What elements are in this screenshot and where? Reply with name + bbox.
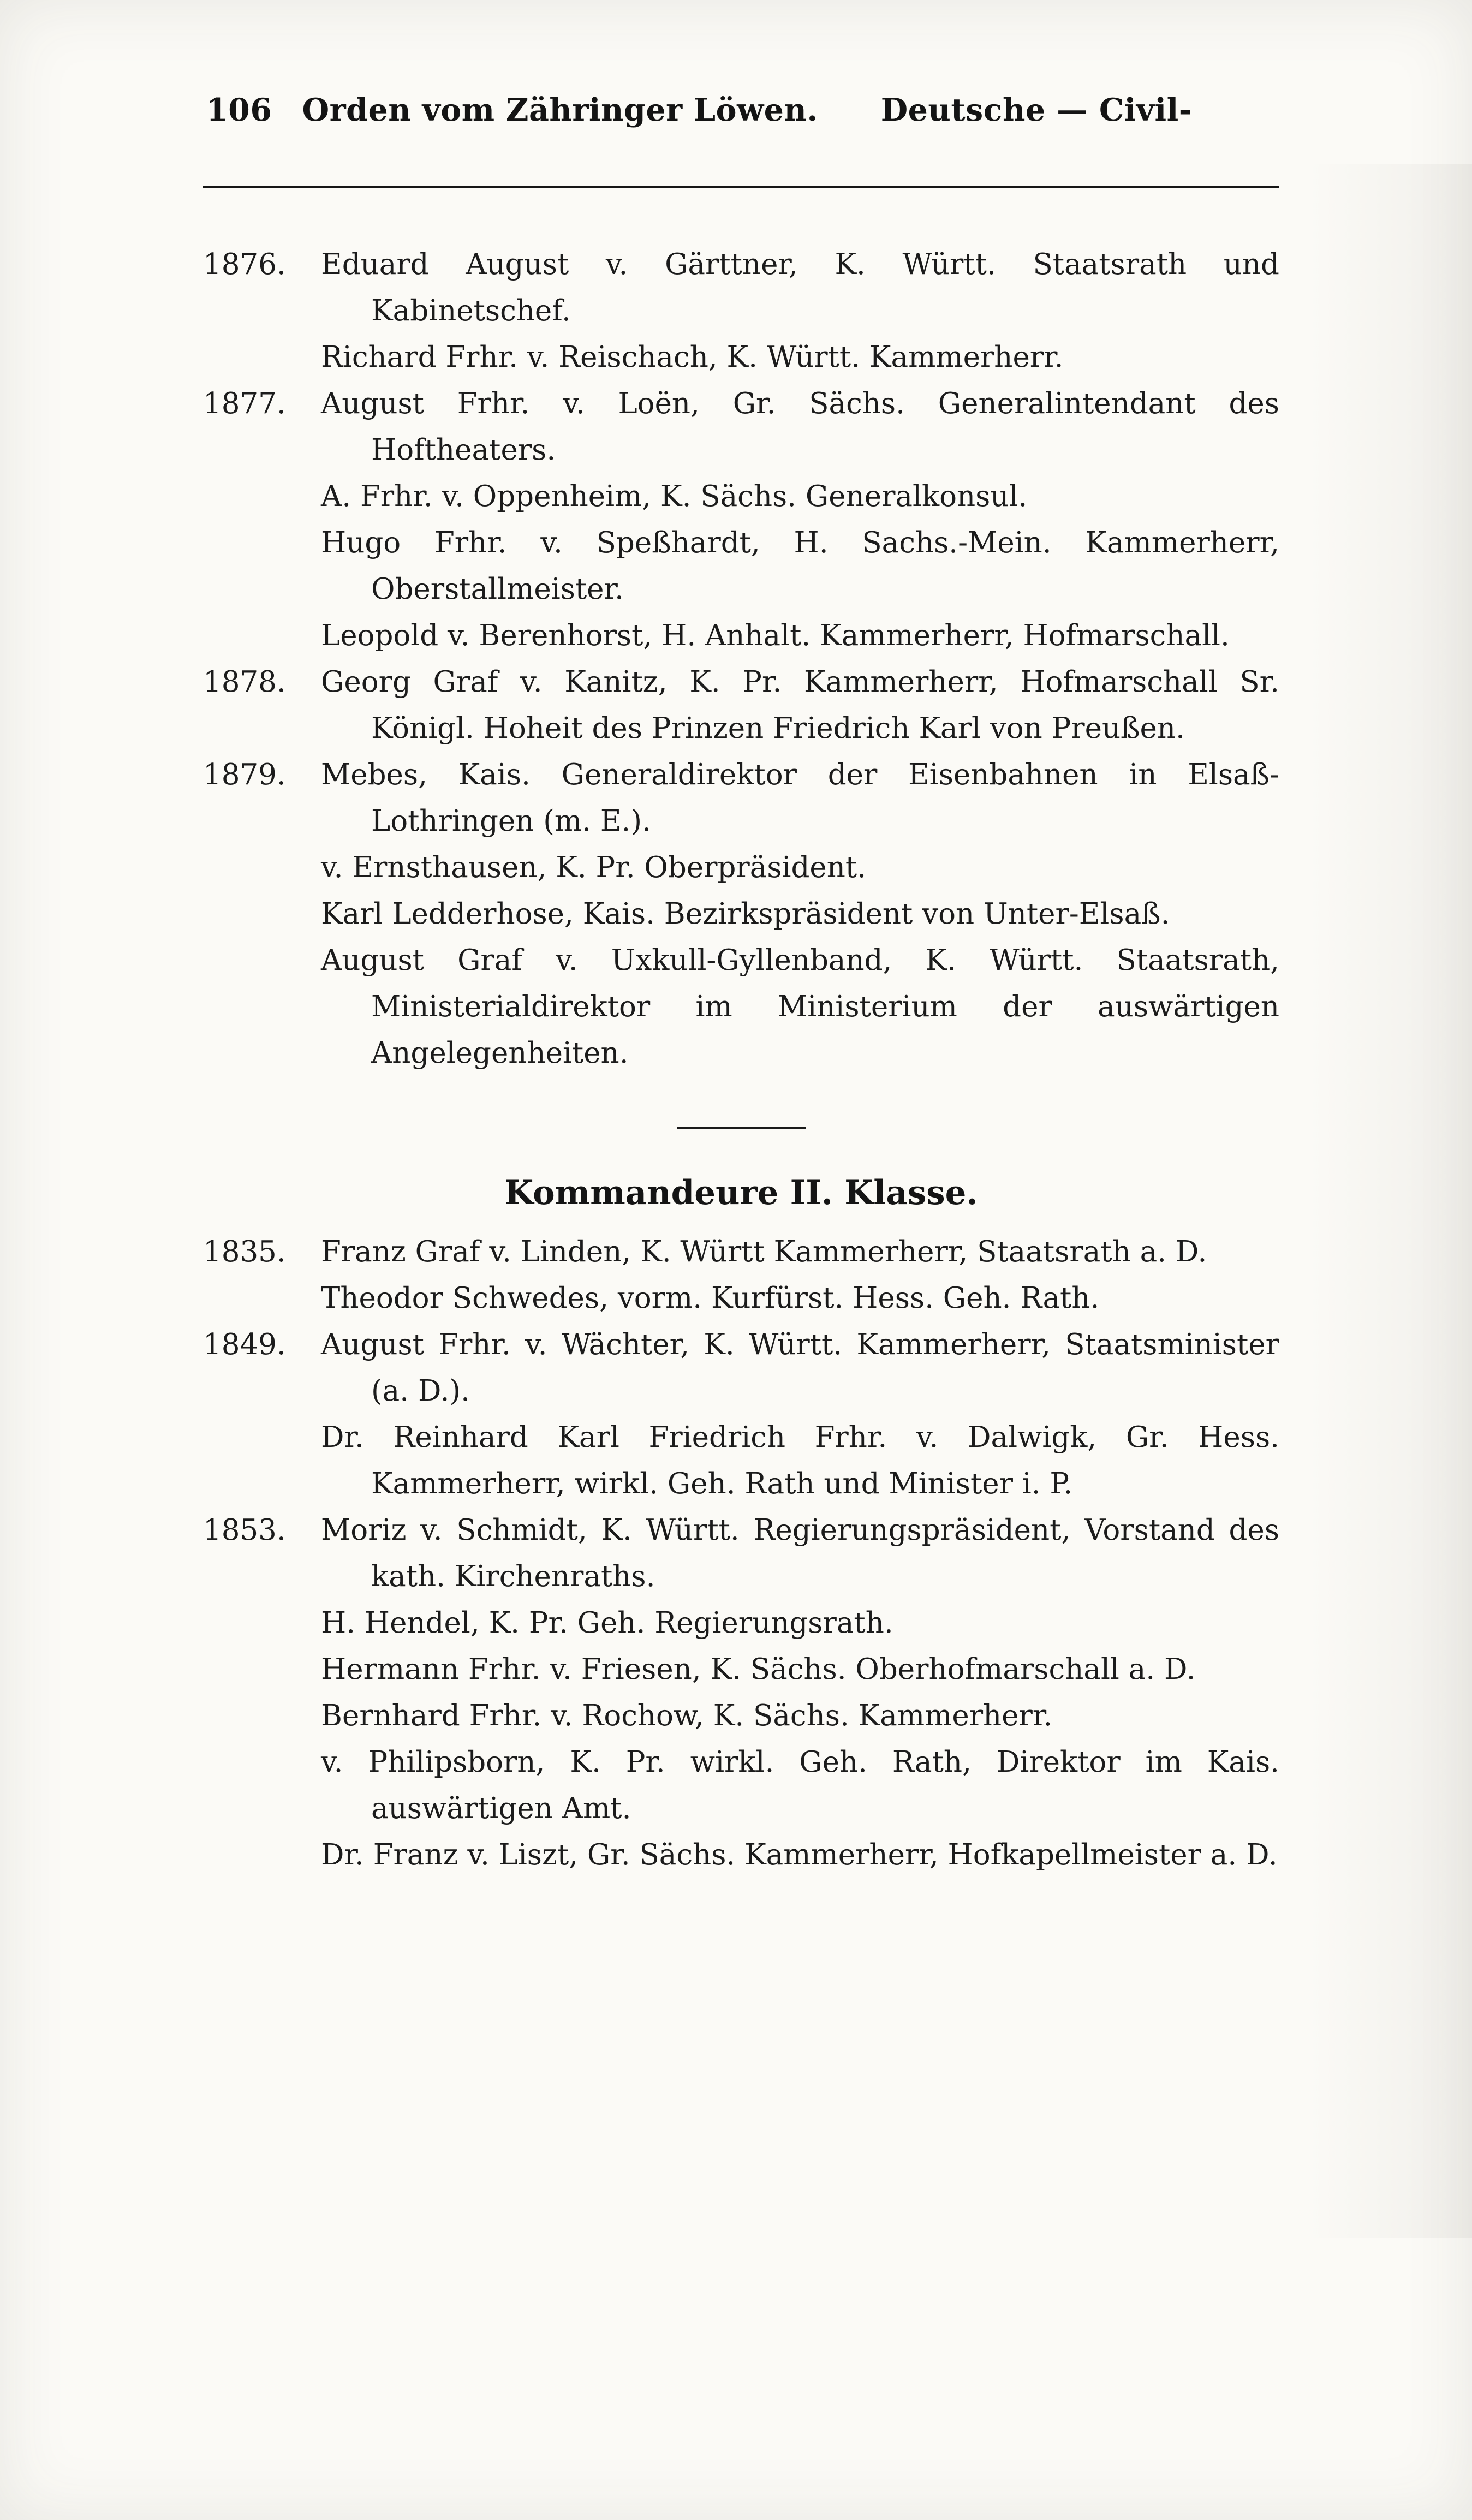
page-number: 106	[206, 92, 272, 128]
list-item	[203, 473, 1279, 520]
list-item	[203, 241, 1279, 334]
entry-year: 1849.	[203, 1328, 286, 1361]
entry-text: August Frhr. v. Loën, Gr. Sächs. Generalintendant des Hoftheaters.	[321, 387, 1279, 467]
running-title-right: Deutsche — Civil-	[880, 92, 1192, 128]
entry-text: Richard Frhr. v. Reischach, K. Württ. Kammerherr.	[321, 341, 1064, 374]
entry-year: 1835.	[203, 1235, 286, 1268]
entry-text: Georg Graf v. Kanitz, K. Pr. Kammerherr, Hofmarschall Sr. Königl. Hoheit des Prinzen Friedrich Karl von Preußen.	[321, 665, 1279, 745]
list-item	[203, 1832, 1279, 1878]
entry-text: Mebes, Kais. Generaldirektor der Eisenbahnen in Elsaß-Lothringen (m. E.).	[321, 758, 1279, 838]
page-header	[206, 92, 1192, 128]
entry-year: 1879.	[203, 758, 286, 791]
entry-text: Eduard August v. Gärttner, K. Württ. Staatsrath und Kabinetschef.	[321, 248, 1279, 327]
running-title-left: Orden vom Zähringer Löwen.	[302, 92, 818, 128]
entry-year: 1878.	[203, 665, 286, 699]
entry-text: Moriz v. Schmidt, K. Württ. Regierungspräsident, Vorstand des kath. Kirchenraths.	[321, 1514, 1279, 1593]
list-item	[203, 891, 1279, 937]
entry-text: Dr. Franz v. Liszt, Gr. Sächs. Kammerherr, Hofkapellmeister a. D.	[321, 1838, 1278, 1872]
entry-text: Karl Ledderhose, Kais. Bezirkspräsident von Unter-Elsaß.	[321, 897, 1170, 931]
list-item	[203, 520, 1279, 612]
entry-text: Leopold v. Berenhorst, H. Anhalt. Kammerherr, Hofmarschall.	[321, 619, 1230, 652]
list-item	[203, 1507, 1279, 1600]
entry-text: H. Hendel, K. Pr. Geh. Regierungsrath.	[321, 1606, 893, 1640]
list-item	[203, 1739, 1279, 1832]
list-item	[203, 1229, 1279, 1275]
list-item	[203, 659, 1279, 752]
entry-text: Hugo Frhr. v. Speßhardt, H. Sachs.-Mein. Kammerherr, Oberstallmeister.	[321, 526, 1279, 606]
section-divider	[677, 1127, 806, 1129]
entries-section-commandeure-1	[203, 241, 1279, 1076]
entry-text: August Graf v. Uxkull-Gyllenband, K. Württ. Staatsrath, Ministerialdirektor im Ministerium der auswärtigen Angelegenheiten.	[321, 944, 1279, 1070]
entry-text: Bernhard Frhr. v. Rochow, K. Sächs. Kammerherr.	[321, 1699, 1053, 1732]
list-item	[203, 334, 1279, 380]
entry-year: 1877.	[203, 387, 286, 420]
list-item	[203, 1646, 1279, 1693]
entry-text: Dr. Reinhard Karl Friedrich Frhr. v. Dalwigk, Gr. Hess. Kammerherr, wirkl. Geh. Rath und Minister i. P.	[321, 1421, 1279, 1500]
entry-text: v. Philipsborn, K. Pr. wirkl. Geh. Rath, Direktor im Kais. auswärtigen Amt.	[321, 1745, 1279, 1825]
list-item	[203, 1693, 1279, 1739]
entry-text: August Frhr. v. Wächter, K. Württ. Kammerherr, Staatsminister (a. D.).	[321, 1328, 1279, 1408]
entries-section-commandeure-2	[203, 1229, 1279, 1878]
list-item	[203, 1414, 1279, 1507]
entry-text: Hermann Frhr. v. Friesen, K. Sächs. Oberhofmarschall a. D.	[321, 1653, 1196, 1686]
list-item	[203, 612, 1279, 659]
entry-year: 1876.	[203, 248, 286, 281]
list-item	[203, 752, 1279, 844]
entry-year: 1853.	[203, 1514, 286, 1547]
entry-text: v. Ernsthausen, K. Pr. Oberpräsident.	[321, 851, 867, 884]
list-item	[203, 380, 1279, 473]
list-item	[203, 937, 1279, 1076]
list-item	[203, 1600, 1279, 1646]
header-rule	[203, 186, 1279, 188]
page-content	[203, 241, 1279, 1878]
entry-text: Franz Graf v. Linden, K. Württ Kammerherr, Staatsrath a. D.	[321, 1235, 1207, 1268]
list-item	[203, 1321, 1279, 1414]
list-item	[203, 1275, 1279, 1321]
entry-text: Theodor Schwedes, vorm. Kurfürst. Hess. Geh. Rath.	[321, 1282, 1100, 1315]
list-item	[203, 844, 1279, 891]
section-title: Kommandeure II. Klasse.	[504, 1173, 978, 1212]
entry-text: A. Frhr. v. Oppenheim, K. Sächs. Generalkonsul.	[321, 480, 1028, 513]
